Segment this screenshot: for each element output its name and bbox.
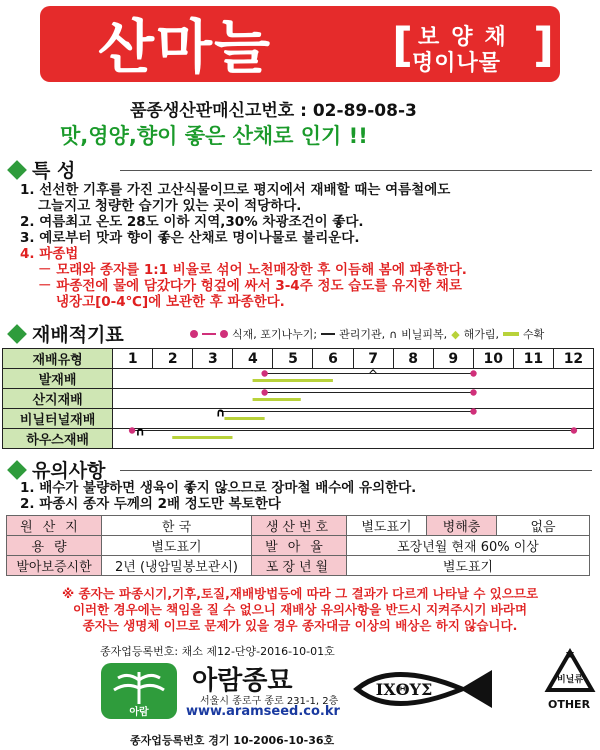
list-item: 4. 파종법 (20, 246, 79, 262)
notice-line: 종자는 생명체 이므로 문제가 있을 경우 종자대금 이상의 배상은 하지 않습니다. (82, 618, 518, 633)
germination-value: 포장년월 현재 60% 이상 (347, 536, 590, 556)
schedule-legend (190, 326, 544, 342)
pack-date-label: 포장년월 (252, 556, 347, 576)
origin-label: 원산지 (7, 516, 102, 536)
production-no-value: 별도표기 (347, 516, 427, 536)
legend-management: 관리기관, (339, 328, 386, 341)
harvest-bar-icon (503, 332, 519, 336)
month-cell: 2 (153, 349, 193, 369)
title-banner (40, 6, 560, 82)
month-cell: 5 (273, 349, 313, 369)
cautions-heading (6, 456, 105, 483)
slogan: 맛,영양,향이 좋은 산채로 인기 !! (60, 124, 368, 148)
dot-marker-icon (190, 330, 198, 338)
list-item: － 파종전에 물에 담갔다가 헝겊에 싸서 3-4주 정도 습도를 유지한 채로 (38, 278, 462, 294)
diamond-icon (7, 460, 27, 480)
row-label: 발재배 (3, 369, 113, 389)
list-item: 2. 파종시 종자 두께의 2배 정도만 복토한다 (20, 496, 281, 512)
product-title: 산마늘 (98, 13, 273, 81)
planting-dot (470, 389, 476, 395)
vinyl-mark: ∩ (135, 424, 145, 439)
company-registration: 종자업등록번호: 채소 제12-단양-2016-10-01호 (100, 645, 335, 658)
features-heading-text: 특 성 (32, 160, 76, 182)
legend-vinyl: 비닐피복, (401, 328, 448, 341)
cautions-heading-text: 유의사항 (32, 460, 106, 482)
diamond-icon (7, 324, 27, 344)
guarantee-value: 2년 (냉암밀봉보관시) (102, 556, 252, 576)
list-item: 1. 배수가 불량하면 생육이 좋지 않으므로 장마철 배수에 유의한다. (20, 480, 417, 496)
legend-harvest: 수확 (523, 328, 545, 341)
table-row (7, 516, 590, 536)
month-cell: 6 (313, 349, 353, 369)
fish-icon (352, 664, 497, 714)
subtitle-line2: 명이나물 (412, 51, 502, 76)
schedule-heading-text: 재배적기표 (32, 324, 124, 346)
pest-label: 병해충 (427, 516, 497, 536)
month-cell: 11 (513, 349, 553, 369)
origin-value: 한 국 (102, 516, 252, 536)
list-item: － 모래와 종자를 1:1 비율로 섞어 노천매장한 후 이듬해 봄에 파종한다. (38, 262, 467, 278)
month-cell: 1 (113, 349, 153, 369)
svg-text:비닐류: 비닐류 (556, 675, 584, 685)
diamond-icon (7, 160, 27, 180)
divider (120, 470, 592, 471)
cautions-list (20, 480, 416, 512)
list-item: 1. 선선한 기후를 가진 고산식물이므로 평지에서 재배할 때는 여름철에도 (20, 182, 451, 198)
legend-planting: 식재, 포기나누기; (232, 328, 318, 341)
month-cell: 10 (473, 349, 513, 369)
month-cell: 9 (433, 349, 473, 369)
notice-line: 이러한 경우에는 책임을 질 수 없으니 재배상 유의사항을 반드시 지켜주시기 바라며 (72, 602, 528, 617)
info-table (6, 515, 590, 576)
shade-icon: ◆ (451, 327, 460, 341)
schedule-heading (6, 320, 124, 347)
month-cell: 8 (393, 349, 433, 369)
planting-dot (571, 427, 577, 433)
features-list (20, 182, 467, 310)
caret-mark: ^ (368, 367, 379, 382)
subtitle-box (392, 18, 554, 76)
notice (10, 586, 590, 634)
svg-text:ΙΧΘΥΣ: ΙΧΘΥΣ (375, 680, 433, 699)
vinyl-mark: ∩ (215, 405, 226, 420)
list-item: 2. 여름최고 온도 28도 이하 지역,30% 차광조건이 좋다. (20, 214, 364, 230)
list-item: 그늘지고 청량한 습기가 있는 곳이 적당하다. (38, 198, 302, 214)
row-label: 비닐터널재배 (3, 409, 113, 429)
vinyl-symbol-icon: ∩ (389, 327, 398, 341)
company-logo (100, 662, 178, 720)
svg-text:아람: 아람 (129, 707, 149, 718)
month-cell: 7 (353, 349, 393, 369)
row-label: 산지재배 (3, 389, 113, 409)
month-cell: 4 (233, 349, 273, 369)
table-row (7, 556, 590, 576)
header-cell: 재배유형 (3, 349, 113, 369)
notice-line: ※ 종자는 파종시기,기후,토질,재배방법등에 따라 그 결과가 다르게 나타날 수 있으므로 (61, 586, 539, 601)
production-no-label: 생산번호 (252, 516, 347, 536)
planting-dot (470, 408, 476, 414)
month-cell: 3 (193, 349, 233, 369)
pack-date-value: 별도표기 (347, 556, 590, 576)
subtitle-line1: 보양채 (418, 25, 518, 50)
list-item: 냉장고[0-4℃]에 보관한 후 파종한다. (56, 294, 285, 310)
planting-dot (470, 370, 476, 376)
features-heading (6, 156, 75, 183)
logo-icon (100, 662, 178, 720)
footer-registration: 종자업등록번호 경기 10-2006-10-36호 (130, 734, 335, 747)
planting-dot (261, 370, 267, 376)
divider (120, 170, 592, 171)
amount-label: 용량 (7, 536, 102, 556)
guarantee-label: 발아보증시한 (7, 556, 102, 576)
germination-label: 발아율 (252, 536, 347, 556)
list-item: 3. 예로부터 맛과 향이 좋은 산채로 명이나물로 불리운다. (20, 230, 360, 246)
company-url[interactable]: www.aramseed.co.kr (186, 704, 340, 719)
row-label: 하우스재배 (3, 429, 113, 449)
planting-dot (261, 389, 267, 395)
legend-shade: 해가림, (463, 328, 500, 341)
bracket-left: [ (392, 18, 414, 72)
company-address: 서울시 종로구 종로 231-1, 2층 (200, 696, 339, 707)
month-cell: 12 (553, 349, 593, 369)
recycle-label: OTHER (548, 698, 591, 711)
company-name: 아람종묘 (192, 666, 293, 696)
table-row (7, 536, 590, 556)
pest-value: 없음 (497, 516, 590, 536)
schedule-marks (2, 348, 594, 443)
registration-number: 품종생산판매신고번호 : 02-89-08-3 (130, 101, 417, 121)
bracket-right: ] (532, 18, 554, 72)
amount-value: 별도표기 (102, 536, 252, 556)
